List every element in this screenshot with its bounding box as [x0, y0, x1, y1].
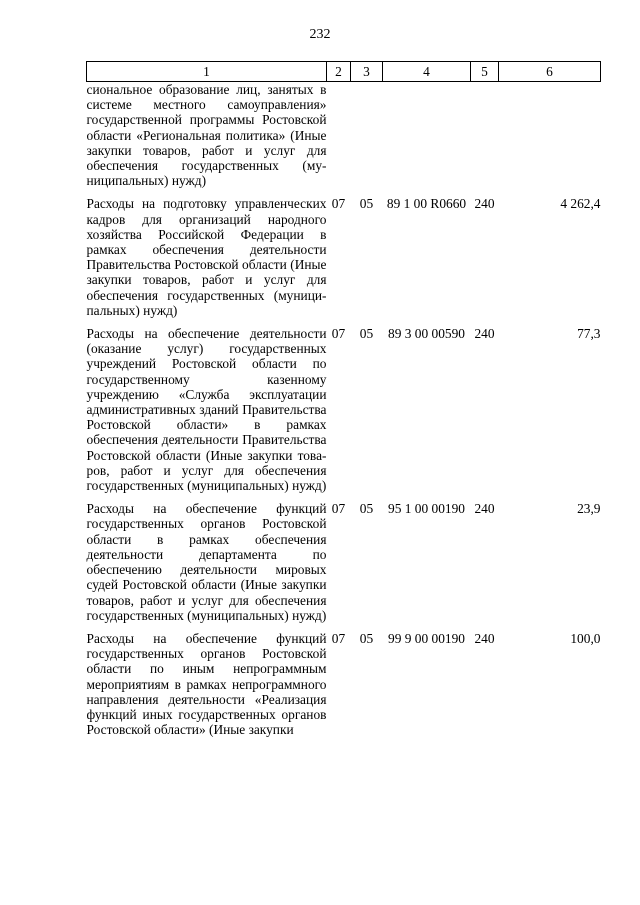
row-description: Расходы на обеспечение функций государственных органов Ростовской области по иным непрограммным мероприятиям в рамках непрограммного направления деятельности «Реализация функций иных государственных органов Ростовской области» (Иные закупки: [86, 630, 327, 738]
row-subsection: 05: [359, 501, 374, 517]
row-section: 07: [331, 501, 346, 517]
budget-table: [86, 61, 601, 743]
row-target-article: 95 1 00 00190: [388, 501, 465, 517]
row-subsection: 05: [359, 326, 374, 342]
row-amount: 100,0: [570, 630, 601, 646]
column-header-4: 4: [383, 62, 471, 82]
row-subsection: [351, 82, 383, 195]
table-row: [87, 194, 601, 324]
row-description: Расходы на обеспечение деятельности (оказание услуг) государственных учреждений Ростовской области по государственному казенному учреждению «Служба эксплуатации административных зданий Правительства Ростовской области» в рамках обеспечения деятельности Правительства Ростовской области (Иные закупки товаров, работ и услуг для обеспечения государственных (муниципальных) нужд): [86, 326, 327, 494]
row-amount: [499, 82, 601, 195]
row-section: 07: [331, 326, 346, 342]
row-amount: 4 262,4: [560, 196, 601, 212]
row-description: Расходы на подготовку управленческих кадров для организаций народного хозяйства Российской Федерации в рамках обеспечения деятельности Правительства Ростовской области (Иные закупки товаров, работ и услуг для обеспечения государственных (муниципальных) нужд): [86, 196, 327, 318]
row-expense-type: 240: [474, 326, 495, 342]
row-description: сиональное образование лиц, занятых в системе местного самоуправления» государственной программы Ростовской области «Региональная политика» (Иные закупки товаров, работ и услуг для обеспечения государственных (муниципальных) нужд): [86, 82, 327, 189]
row-section: 07: [331, 196, 346, 212]
row-expense-type: 240: [474, 630, 495, 646]
row-target-article: [383, 82, 471, 195]
row-expense-type: [471, 82, 499, 195]
row-description: Расходы на обеспечение функций государственных органов Ростовской области в рамках обеспечения деятельности департамента по обеспечению деятельности мировых судей Ростовской области (Иные закупки товаров, работ и услуг для обеспечения государственных (муниципальных) нужд): [86, 501, 327, 623]
row-expense-type: 240: [474, 501, 495, 517]
column-header-2: 2: [327, 62, 351, 82]
column-header-6: 6: [499, 62, 601, 82]
row-subsection: 05: [359, 196, 374, 212]
column-header-1: 1: [87, 62, 327, 82]
table-row: [87, 629, 601, 743]
table-header-row: [87, 62, 601, 82]
table-row: [87, 82, 601, 195]
row-target-article: 89 1 00 R0660: [386, 196, 467, 212]
row-section: 07: [331, 630, 346, 646]
row-amount: 77,3: [577, 326, 601, 342]
row-target-article: 99 9 00 00190: [388, 630, 465, 646]
row-target-article: 89 3 00 00590: [388, 326, 465, 342]
row-amount: 23,9: [577, 501, 601, 517]
column-header-5: 5: [471, 62, 499, 82]
column-header-3: 3: [351, 62, 383, 82]
table-row: [87, 324, 601, 499]
row-expense-type: 240: [474, 196, 495, 212]
row-section: [327, 82, 351, 195]
row-subsection: 05: [359, 630, 374, 646]
table-row: [87, 499, 601, 629]
page-number: 232: [309, 27, 331, 42]
